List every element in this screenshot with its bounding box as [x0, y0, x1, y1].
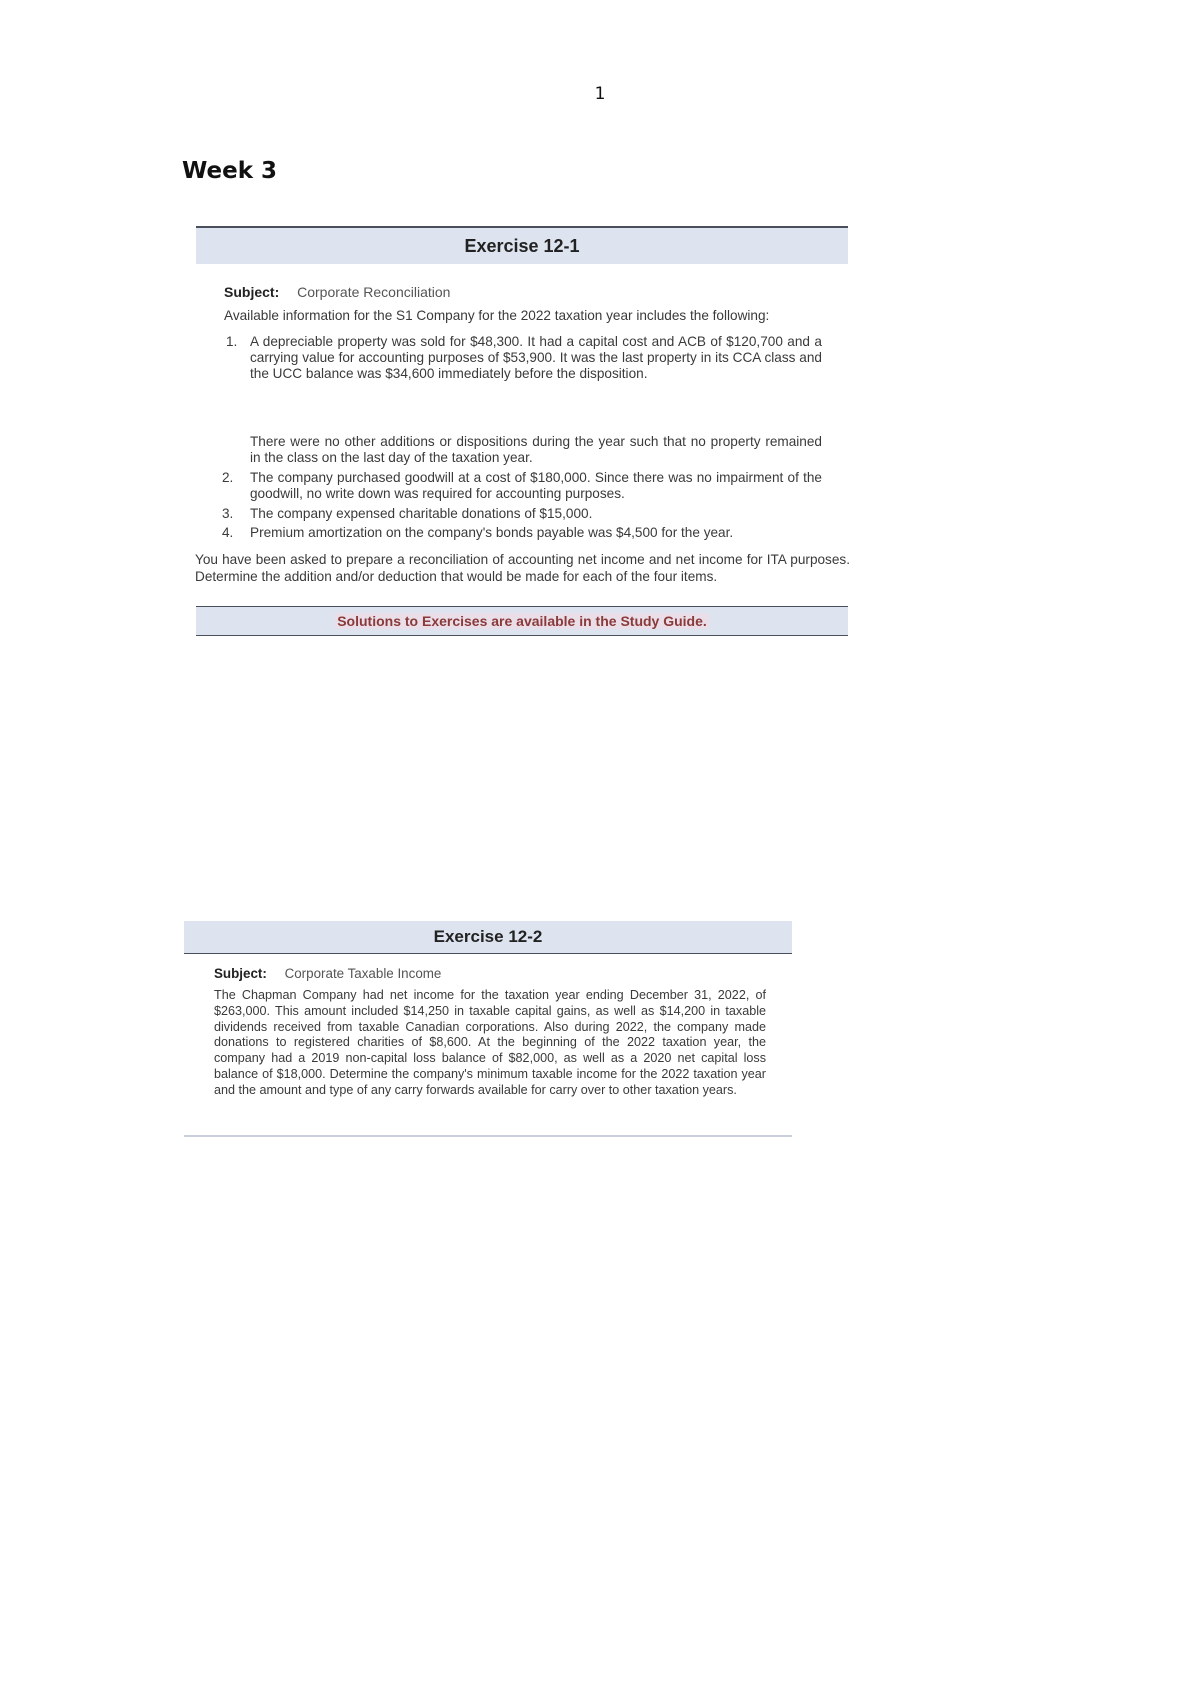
- exercise-12-2: [184, 921, 792, 1137]
- solutions-note-text: Solutions to Exercises are available in the Study Guide.: [337, 613, 707, 629]
- item-number: 2.: [222, 470, 234, 485]
- list-item: [226, 434, 822, 466]
- subject-label: Subject:: [214, 966, 267, 981]
- bottom-rule: [184, 1135, 792, 1137]
- subject-value: Corporate Reconciliation: [297, 284, 451, 300]
- page-number: 1: [594, 84, 606, 104]
- item-text: The company expensed charitable donations of $15,000.: [250, 506, 593, 521]
- exercise-body: The Chapman Company had net income for the taxation year ending December 31, 2022, of $263,000. This amount included $14,250 in taxable capital gains, as well as $14,200 in taxable dividends received from taxable Canadian corporations. Also during 2022, the company made donations to registered charities of $8,600. At the beginning of the 2022 taxation year, the company had a 2019 non-capital loss balance of $82,000, as well as a 2020 net capital loss balance of $18,000. Determine the company's minimum taxable income for the 2022 taxation year and the amount and type of any carry forwards available for carry over to other taxation years.: [214, 988, 766, 1097]
- item-number: 3.: [222, 506, 234, 521]
- item-number: 1.: [226, 334, 238, 349]
- subject-label: Subject:: [224, 284, 280, 300]
- exercise-title: Exercise 12-1: [196, 226, 848, 264]
- exercise-intro: Available information for the S1 Company for the 2022 taxation year includes the following:: [224, 308, 770, 323]
- item-text: There were no other additions or dispositions during the year such that no property remained in the class on the last day of the taxation year.: [250, 434, 822, 466]
- item-text: Premium amortization on the company's bonds payable was $4,500 for the year.: [250, 525, 734, 540]
- week-heading: Week 3: [182, 158, 278, 184]
- list-item: [222, 525, 822, 541]
- item-number: 4.: [222, 525, 234, 540]
- item-text: The company purchased goodwill at a cost of $180,000. Since there was no impairment of the goodwill, no write down was required for accounting purposes.: [250, 470, 822, 502]
- list-item: [226, 334, 822, 383]
- subject-value: Corporate Taxable Income: [284, 966, 442, 981]
- exercise-title: Exercise 12-2: [184, 921, 792, 954]
- subject-line: [224, 284, 450, 300]
- exercise-instruction: You have been asked to prepare a reconciliation of accounting net income and net income for ITA purposes. Determine the addition and/or deduction that would be made for each of the four items.: [195, 552, 850, 584]
- list-item: [222, 506, 822, 522]
- list-item: [222, 470, 822, 502]
- item-text: A depreciable property was sold for $48,300. It had a capital cost and ACB of $120,700 and a carrying value for accounting purposes of $53,900. It was the last property in its CCA class and the UCC balance was $34,600 immediately before the disposition.: [250, 334, 822, 382]
- subject-line: [214, 966, 441, 981]
- solutions-note: [196, 606, 848, 636]
